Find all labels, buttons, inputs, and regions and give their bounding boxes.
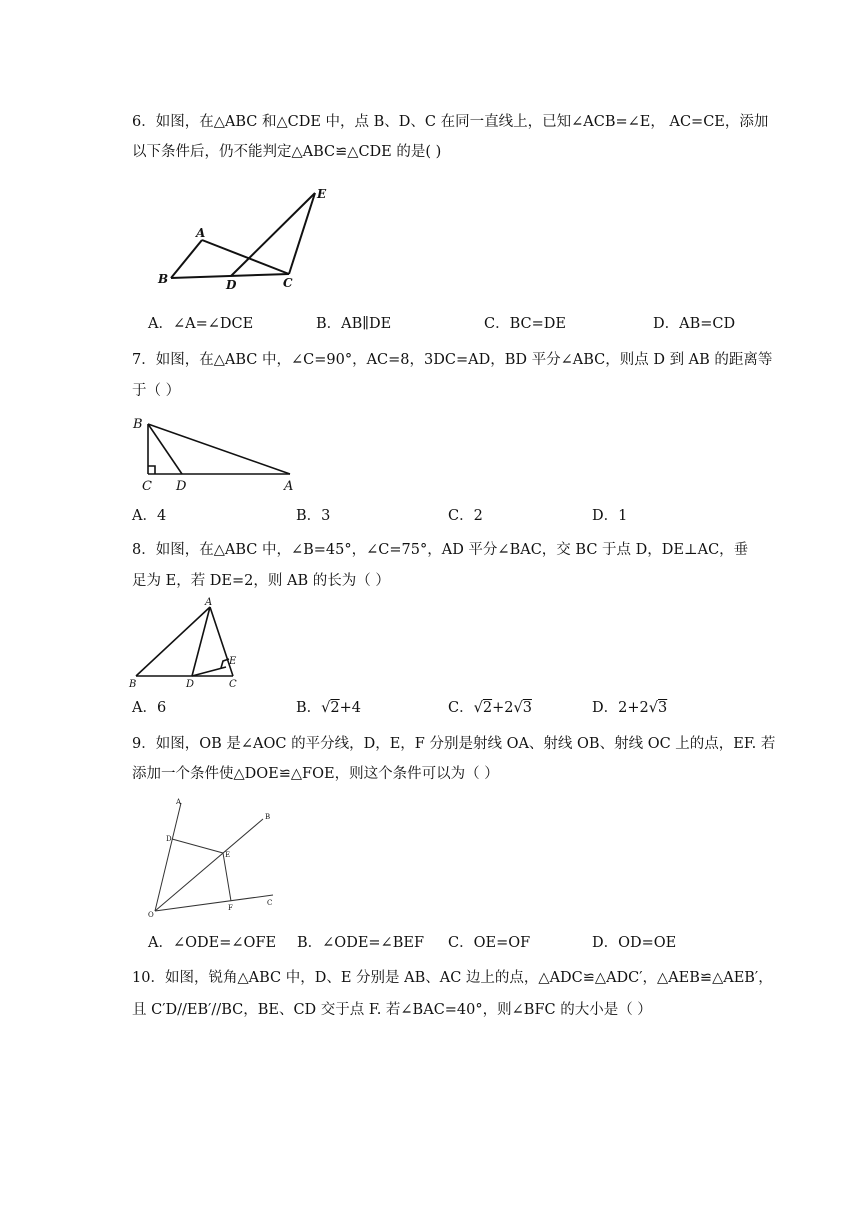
fig9-label-a: A xyxy=(176,798,182,806)
q6-option-a: A．∠A=∠DCE xyxy=(148,316,254,332)
figure-q9-angle-bisector xyxy=(145,795,285,925)
question-10-line-2: 且 C′D//EB′//BC，BE、CD 交于点 F. 若∠BAC=40°，则∠BFC 的大小是（ ） xyxy=(132,1002,652,1018)
q8-option-c-radicand-1: 2 xyxy=(482,700,493,716)
q6-option-b: B．AB∥DE xyxy=(316,316,392,332)
q8-option-c-letter: C． xyxy=(448,700,474,716)
q7-option-d: D．1 xyxy=(592,508,628,524)
fig9-label-o: O xyxy=(148,911,154,919)
fig7-label-b: B xyxy=(133,417,143,432)
q6-option-d: D．AB=CD xyxy=(653,316,736,332)
fig9-label-f: F xyxy=(228,904,233,912)
fig6-label-c: C xyxy=(283,276,293,290)
q8-option-b-radicand: 2 xyxy=(330,700,340,716)
question-7-line-1: 7．如图，在△ABC 中，∠C=90°，AC=8，3DC=AD，BD 平分∠ABC，则点 D 到 AB 的距离等 xyxy=(132,352,773,368)
fig9-label-d: D xyxy=(166,835,172,843)
fig9-label-e: E xyxy=(225,851,231,859)
q8-option-a: A．6 xyxy=(132,700,167,716)
q9-option-c: C．OE=OF xyxy=(448,935,531,951)
question-6-line-1: 6．如图，在△ABC 和△CDE 中，点 B、D、C 在同一直线上，已知∠ACB=∠E， AC=CE，添加 xyxy=(132,114,769,130)
figure-q8-triangle xyxy=(125,597,255,692)
q6-option-c: C．BC=DE xyxy=(484,316,566,332)
fig8-label-b: B xyxy=(129,679,137,690)
fig9-label-b: B xyxy=(265,813,271,821)
question-6-line-2: 以下条件后，仍不能判定△ABC≌△CDE 的是( ) xyxy=(132,144,442,160)
q9-option-d: D．OD=OE xyxy=(592,935,677,951)
figure-q6-triangles xyxy=(150,185,350,305)
q8-option-b-rest: +4 xyxy=(339,700,362,716)
question-10-line-1: 10．如图，锐角△ABC 中，D、E 分别是 AB、AC 边上的点，△ADC≌△ADC′，△AEB≌△AEB′， xyxy=(132,970,773,986)
fig6-label-d: D xyxy=(226,278,237,292)
q8-option-c-radicand-2: 3 xyxy=(522,700,532,716)
question-7-line-2: 于（ ） xyxy=(132,383,181,399)
sqrt-sign: √2 xyxy=(473,700,493,716)
question-9-line-1: 9．如图，OB 是∠AOC 的平分线，D，E，F 分别是射线 OA、射线 OB、射线 OC 上的点，EF. 若 xyxy=(132,736,776,752)
question-8-line-2: 足为 E，若 DE=2，则 AB 的长为（ ） xyxy=(132,573,390,589)
fig7-label-c: C xyxy=(142,479,152,494)
q8-option-b-letter: B． xyxy=(296,700,322,716)
fig6-label-b: B xyxy=(158,272,169,286)
fig7-label-a: A xyxy=(284,479,294,494)
figure-q7-right-triangle xyxy=(130,412,310,502)
q9-option-b: B．∠ODE=∠BEF xyxy=(297,935,425,951)
fig8-label-d: D xyxy=(186,679,195,690)
q9-option-a: A．∠ODE=∠OFE xyxy=(148,935,277,951)
sqrt-sign: √3 xyxy=(648,700,668,716)
fig6-label-a: A xyxy=(196,226,206,240)
fig9-label-c: C xyxy=(267,899,273,907)
sqrt-sign: √3 xyxy=(513,700,532,716)
fig8-label-c: C xyxy=(229,679,237,690)
q7-option-b: B．3 xyxy=(296,508,331,524)
fig7-label-d: D xyxy=(176,479,187,494)
q8-option-c-mid: +2 xyxy=(492,700,514,716)
q7-option-a: A．4 xyxy=(132,508,167,524)
fig6-label-e: E xyxy=(317,187,327,201)
sqrt-sign: √2 xyxy=(321,700,340,716)
q8-option-c xyxy=(448,698,532,718)
q8-option-b xyxy=(296,698,361,718)
q8-option-d-prefix: D．2+2 xyxy=(592,700,649,716)
fig8-label-e: E xyxy=(229,656,237,667)
q7-option-c: C．2 xyxy=(448,508,483,524)
question-8-line-1: 8．如图，在△ABC 中，∠B=45°，∠C=75°，AD 平分∠BAC，交 BC 于点 D，DE⊥AC，垂 xyxy=(132,542,749,558)
question-9-line-2: 添加一个条件使△DOE≌△FOE，则这个条件可以为（ ） xyxy=(132,766,499,782)
q8-option-d-radicand: 3 xyxy=(657,700,668,716)
fig8-label-a: A xyxy=(205,597,213,608)
q8-option-d xyxy=(592,698,667,718)
